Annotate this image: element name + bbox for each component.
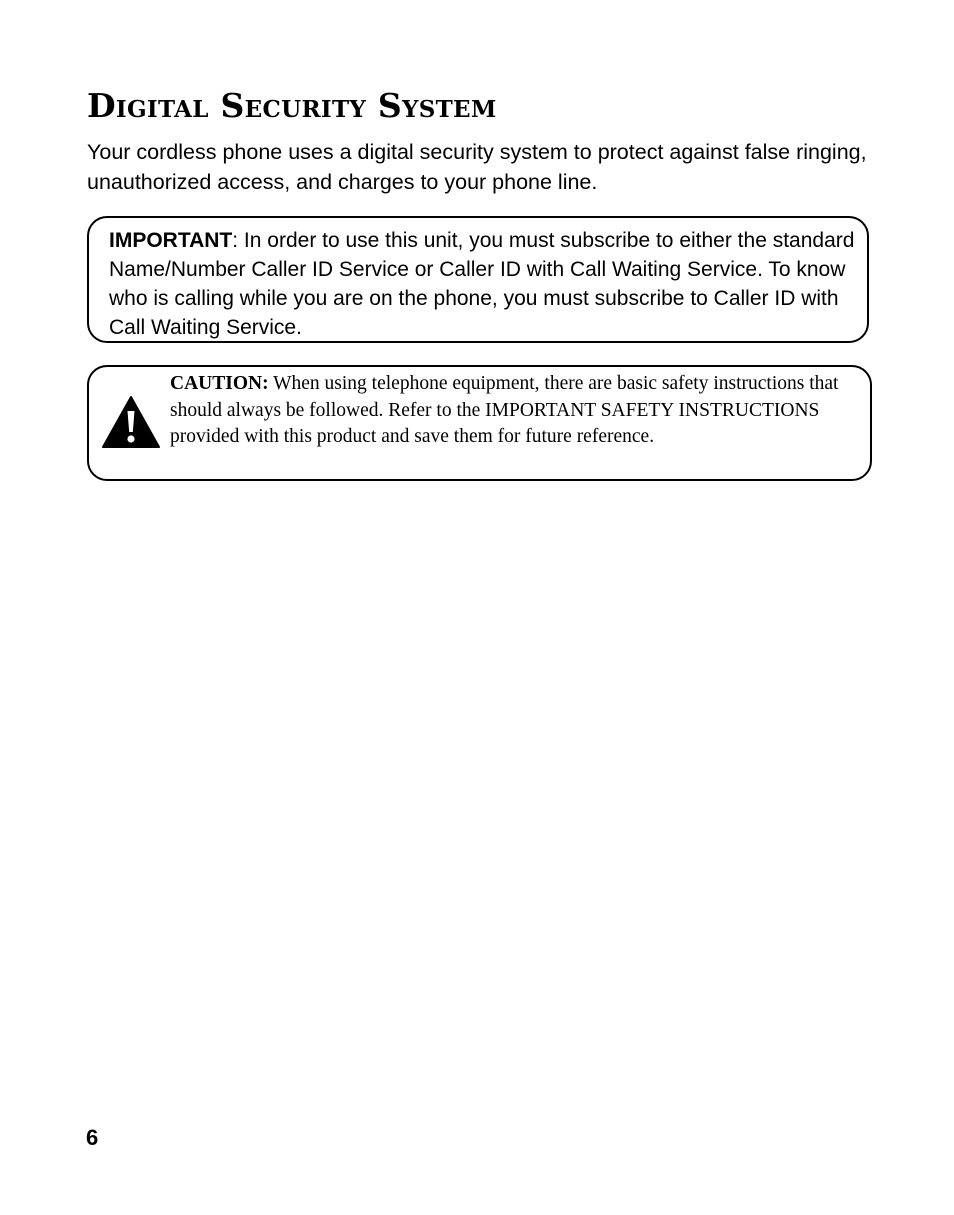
warning-triangle-icon (101, 395, 161, 449)
intro-paragraph: Your cordless phone uses a digital security system to protect against false ringing, unauthorized access, and charges to your phone line. (87, 140, 867, 194)
important-label: IMPORTANT (109, 229, 233, 252)
caution-text-block (170, 371, 860, 451)
section-title: Digital Security System (87, 86, 497, 125)
important-text: : In order to use this unit, you must subscribe to either the standard Name/Number Caller ID Service or Caller ID with Call Waiting Service. To know who is calling while you are on the phone, you must subscribe to Caller ID with Call Waiting Service. (109, 229, 855, 339)
caution-label: CAUTION: (170, 373, 269, 394)
page-number: 6 (86, 1125, 99, 1150)
caution-text: When using telephone equipment, there are basic safety instructions that should always be followed. Refer to the IMPORTANT SAFETY INSTRUCTIONS provided with this product and save them for future reference. (170, 373, 839, 447)
important-notice (87, 216, 869, 343)
caution-notice (87, 365, 872, 481)
